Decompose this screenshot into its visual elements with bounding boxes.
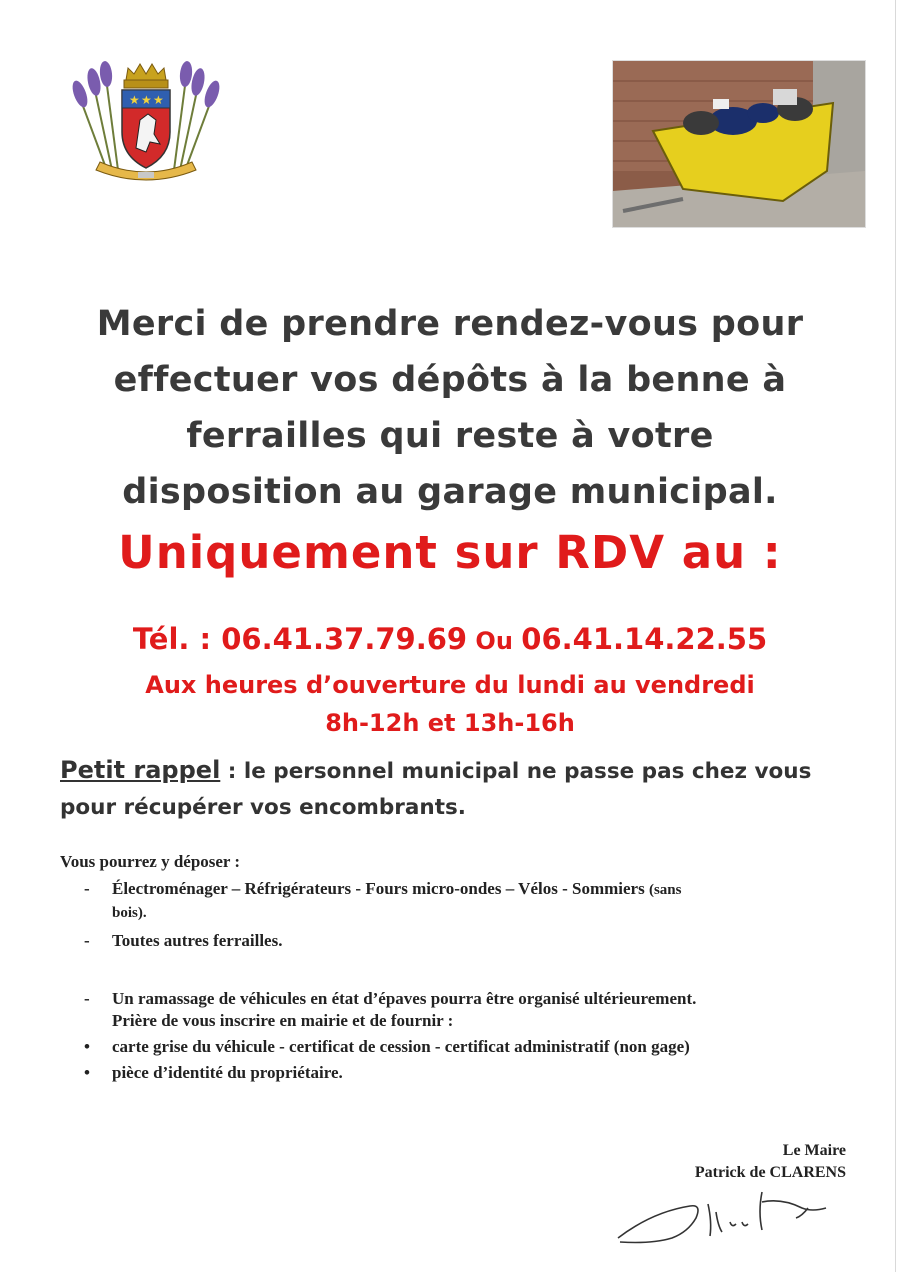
collection-instruction: Prière de vous inscrire en mairie et de fournir : (112, 1011, 454, 1030)
phone-number-1: 06.41.37.79.69 (221, 622, 468, 656)
heading-line: effectuer vos dépôts à la benne à (113, 360, 787, 400)
svg-text:★: ★ (153, 93, 164, 107)
collection-text: Un ramassage de véhicules en état d’épaves pourra être organisé ultérieurement. (112, 989, 697, 1008)
page-edge (895, 0, 896, 1272)
main-heading (40, 296, 860, 520)
list-item-note: (sans (648, 882, 682, 898)
spacer (60, 952, 860, 980)
list-item-text: Toutes autres ferrailles. (112, 931, 283, 950)
heading-line: Merci de prendre rendez-vous pour (96, 304, 804, 344)
dash-bullet: - (84, 931, 90, 950)
list-item (60, 930, 860, 952)
bullet-dot: • (84, 1063, 90, 1082)
svg-text:★: ★ (129, 93, 140, 107)
dash-bullet: - (84, 879, 90, 898)
deposit-intro: Vous pourrez y déposer : (60, 852, 241, 871)
list-item-text: Électroménager – Réfrigérateurs - Fours micro-ondes – Vélos - Sommiers (112, 879, 645, 898)
phone-number-2: 06.41.14.22.55 (521, 622, 768, 656)
list-item (60, 1036, 860, 1058)
deposit-section (60, 852, 860, 1084)
list-item (60, 988, 860, 1032)
scrap-skip-photo (612, 60, 866, 228)
list-item-note-cont: bois). (112, 905, 147, 921)
svg-text:★: ★ (141, 93, 152, 107)
phone-prefix: Tél. : (132, 622, 222, 656)
appointment-only-notice: Uniquement sur RDV au : (118, 526, 782, 579)
list-item (60, 878, 860, 924)
signatory-name: Patrick de CLARENS (694, 1164, 846, 1181)
coat-of-arms-logo (66, 58, 226, 186)
opening-times: 8h-12h et 13h-16h (325, 709, 575, 737)
document-item: carte grise du véhicule - certificat de cession - certificat administratif (non gage) (112, 1037, 690, 1056)
dash-bullet: - (84, 989, 90, 1008)
document-item: pièce d’identité du propriétaire. (112, 1063, 343, 1082)
reminder-text: : le personnel municipal ne passe pas chez vous pour récupérer vos encombrants. (60, 759, 812, 820)
heading-line: disposition au garage municipal. (122, 472, 778, 512)
phone-numbers (40, 619, 860, 661)
handwritten-signature (612, 1182, 832, 1252)
reminder-label: Petit rappel (60, 756, 221, 784)
opening-days: Aux heures d’ouverture du lundi au vendredi (145, 671, 755, 699)
signatory-title: Le Maire (782, 1142, 846, 1159)
bullet-dot: • (84, 1037, 90, 1056)
signature-block (695, 1140, 846, 1184)
reminder (60, 752, 860, 826)
heading-line: ferrailles qui reste à votre (186, 416, 714, 456)
list-item (60, 1062, 860, 1084)
opening-hours (40, 666, 860, 742)
phone-or: Ou (467, 627, 522, 655)
